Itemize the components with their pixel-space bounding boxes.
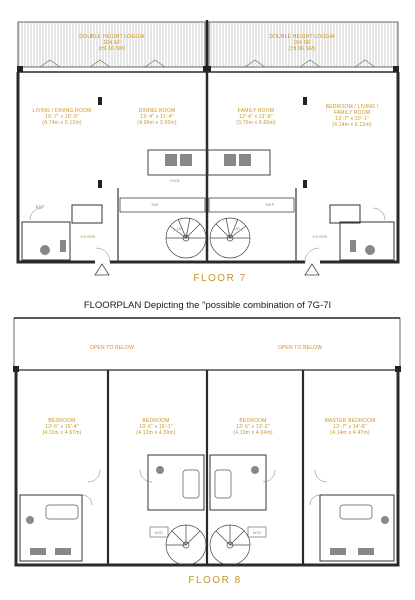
room-metric: (4.11m x 4.67m) xyxy=(42,430,82,436)
room-metric: (4.06m x 3.50m) xyxy=(137,120,177,126)
room-dims: 13'-4" x 11'-4" xyxy=(140,114,174,120)
room-dims: 15'-7" x 16'-9" xyxy=(45,114,79,120)
room-name: BEDROOM / LIVING / FAMILY ROOM xyxy=(325,104,379,116)
bar-label: BAR xyxy=(35,204,45,209)
room-name: BEDROOM xyxy=(142,418,170,424)
floor-8-plan xyxy=(13,318,401,565)
loggia-left-label xyxy=(79,34,144,52)
foyer-left-label: FOYER xyxy=(80,234,96,239)
washer-dryer-left-label: W/D xyxy=(154,530,164,535)
loggia-left-area-sm: (±9.66 SM) xyxy=(98,46,126,52)
loggia-right-area-sm: (±9.66 SM) xyxy=(288,46,316,52)
room-name: MASTER BEDROOM xyxy=(324,418,376,424)
room-dims: 13'-6" x 15'-4" xyxy=(45,424,79,430)
foyer-right-label: FOYER xyxy=(312,234,328,239)
room-name: BEDROOM xyxy=(239,418,267,424)
room-name: BEDROOM xyxy=(48,418,76,424)
stair-up-right-label: UP xyxy=(234,226,240,231)
room-label-bedroom-3 xyxy=(233,418,272,436)
room-metric: (4.14m x 6.12m) xyxy=(332,122,372,128)
room-metric: (3.76m x 6.60m) xyxy=(236,120,276,126)
open-to-below-area xyxy=(14,318,400,370)
floor-8-title: FLOOR 8 xyxy=(188,575,242,586)
room-dims: 13'-7" x 20'-1" xyxy=(335,116,369,122)
loggia-left-area-sf: 104 SF xyxy=(103,40,121,46)
loggia-right-label xyxy=(269,34,334,52)
stair-up-left-label: UP xyxy=(177,226,183,231)
room-metric: (4.10m x 4.04m) xyxy=(233,430,273,436)
room-label-dining xyxy=(137,108,176,126)
room-metric: (4.14m x 4.47m) xyxy=(330,430,370,436)
room-dims: 13'-7" x 14'-8" xyxy=(333,424,367,430)
open-to-below-left-label: OPEN TO BELOW xyxy=(89,345,135,351)
loggia-left-name: DOUBLE HEIGHT LOGGIA xyxy=(79,34,145,40)
floor-7-plan xyxy=(17,20,399,275)
room-label-master-bedroom xyxy=(325,418,376,436)
room-label-bedroom-2 xyxy=(136,418,175,436)
room-metric: (4.12m x 4.59m) xyxy=(136,430,176,436)
room-metric: (4.74m x 5.12m) xyxy=(42,120,82,126)
room-dims: 12'-4" x 21'-8" xyxy=(239,114,273,120)
dishwasher-label: DW xyxy=(151,202,159,207)
oven-label: OVN xyxy=(170,178,180,183)
room-name: FAMILY ROOM xyxy=(237,108,275,114)
open-to-below-right-label: OPEN TO BELOW xyxy=(277,345,323,351)
room-dims: 13'-5" x 13'-2" xyxy=(236,424,270,430)
room-name: LIVING / DINING ROOM xyxy=(32,108,92,114)
room-dims: 13'-6" x 15'-1" xyxy=(139,424,173,430)
room-name: DINING ROOM xyxy=(138,108,176,114)
washer-dryer-right-label: W/D xyxy=(252,530,262,535)
loggia-right-name: DOUBLE HEIGHT LOGGIA xyxy=(269,34,335,40)
room-label-living-dining xyxy=(32,108,91,126)
room-label-family xyxy=(236,108,275,126)
floor-7-title: FLOOR 7 xyxy=(193,273,247,284)
fridge-label: REF xyxy=(265,202,275,207)
room-label-bedroom-living xyxy=(317,104,387,128)
floorplan-caption: FLOORPLAN Depicting the "possible combination of 7G-7I xyxy=(83,300,332,311)
loggia-right-area-sf: 104 SF xyxy=(293,40,311,46)
room-label-bedroom-1 xyxy=(42,418,81,436)
